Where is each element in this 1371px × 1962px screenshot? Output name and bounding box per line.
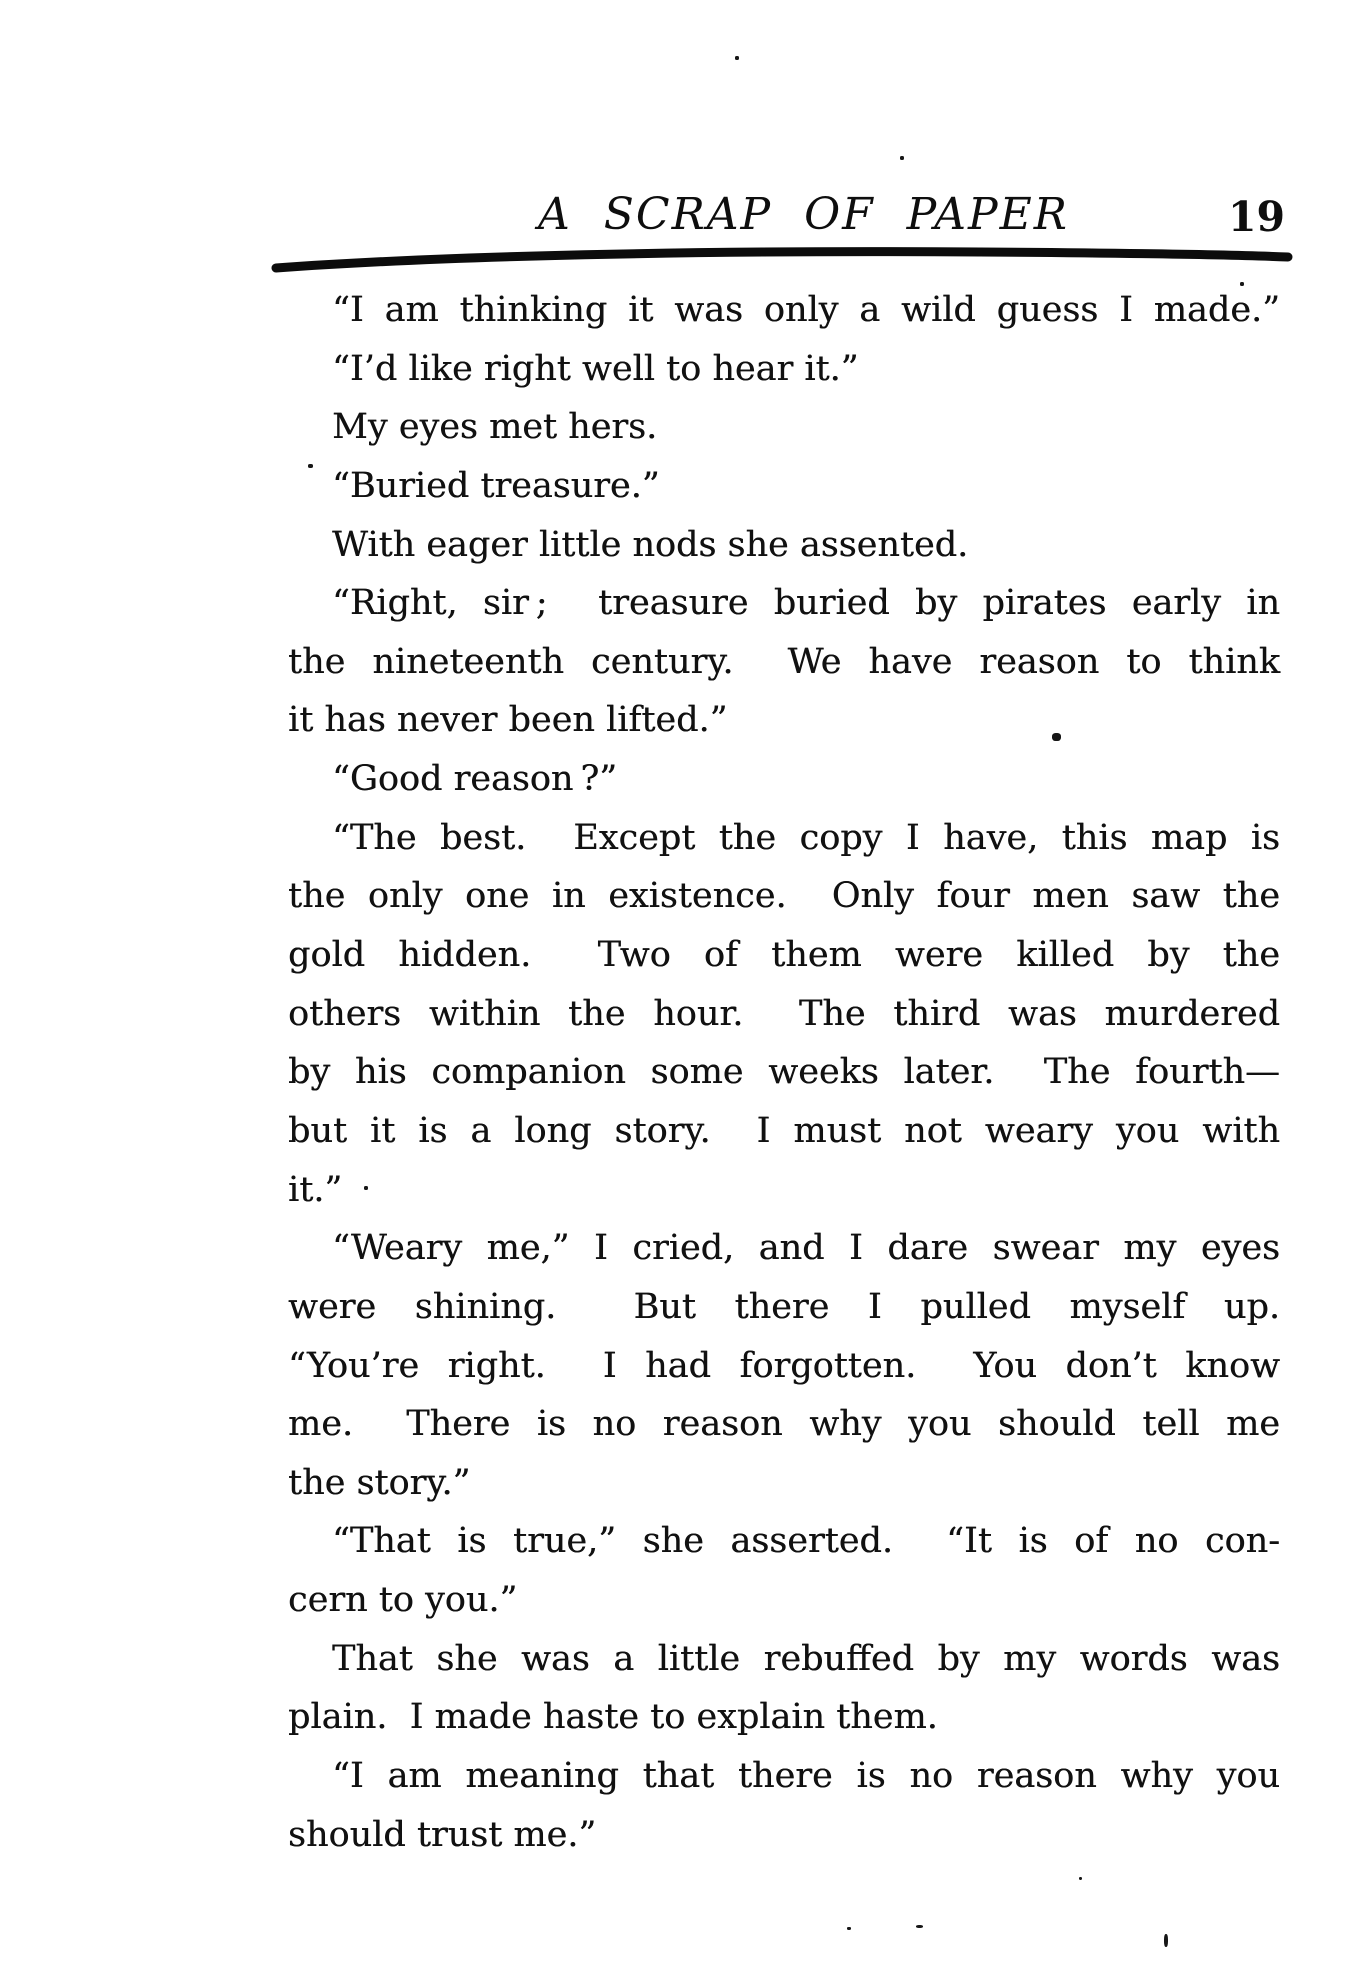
text-line: “Good reason ?” bbox=[332, 759, 618, 800]
scan-speck bbox=[308, 464, 313, 468]
page-number: 19 bbox=[1228, 193, 1286, 241]
scan-speck bbox=[1079, 1877, 1082, 1880]
text-line: “I’d like right well to hear it.” bbox=[332, 348, 859, 389]
text-line: With eager little nods she assented. bbox=[332, 524, 969, 565]
running-title: A SCRAP OF PAPER bbox=[538, 189, 1069, 240]
text-line: “Buried treasure.” bbox=[332, 465, 660, 506]
text-line: “Weary me,” I cried, and I dare swear my eyes bbox=[332, 1228, 1280, 1269]
text-line: should trust me.” bbox=[288, 1814, 597, 1855]
scan-speck bbox=[364, 1186, 368, 1190]
text-line: others within the hour. The third was murdered bbox=[288, 993, 1280, 1034]
text-line: “The best. Except the copy I have, this map is bbox=[332, 817, 1280, 858]
text-line: were shining. But there I pulled myself up. bbox=[288, 1286, 1280, 1327]
text-line: the story.” bbox=[288, 1462, 471, 1503]
text-line: cern to you.” bbox=[288, 1580, 518, 1621]
scan-speck bbox=[847, 1927, 851, 1930]
body-text bbox=[288, 281, 1280, 1864]
text-line: “You’re right. I had forgotten. You don’t know bbox=[288, 1345, 1280, 1386]
text-line: plain. I made haste to explain them. bbox=[288, 1697, 938, 1738]
scan-speck bbox=[900, 156, 904, 160]
text-line: it has never been lifted.” bbox=[288, 700, 728, 741]
text-line: the nineteenth century. We have reason to think bbox=[288, 641, 1280, 682]
scan-speck bbox=[1240, 282, 1244, 286]
text-line: me. There is no reason why you should tell me bbox=[288, 1404, 1280, 1445]
text-line: “I am thinking it was only a wild guess I made.” bbox=[332, 290, 1280, 330]
text-line: gold hidden. Two of them were killed by the bbox=[288, 935, 1280, 976]
text-line: “I am meaning that there is no reason why you bbox=[332, 1756, 1280, 1797]
scan-speck bbox=[1164, 1934, 1168, 1947]
text-line: but it is a long story. I must not weary you with bbox=[288, 1110, 1280, 1151]
header-rule bbox=[0, 0, 1371, 300]
text-line: My eyes met hers. bbox=[332, 407, 658, 448]
text-line: it.” bbox=[288, 1169, 343, 1210]
text-line: “That is true,” she asserted. “It is of no con- bbox=[332, 1521, 1280, 1562]
scan-speck bbox=[735, 56, 739, 60]
scan-speck bbox=[1052, 733, 1061, 741]
scan-speck bbox=[916, 1925, 923, 1928]
text-line: the only one in existence. Only four men saw the bbox=[288, 876, 1280, 917]
text-line: by his companion some weeks later. The fourth— bbox=[288, 1052, 1280, 1093]
text-line: “Right, sir ; treasure buried by pirates early in bbox=[332, 583, 1280, 624]
text-line: That she was a little rebuffed by my words was bbox=[332, 1638, 1280, 1679]
